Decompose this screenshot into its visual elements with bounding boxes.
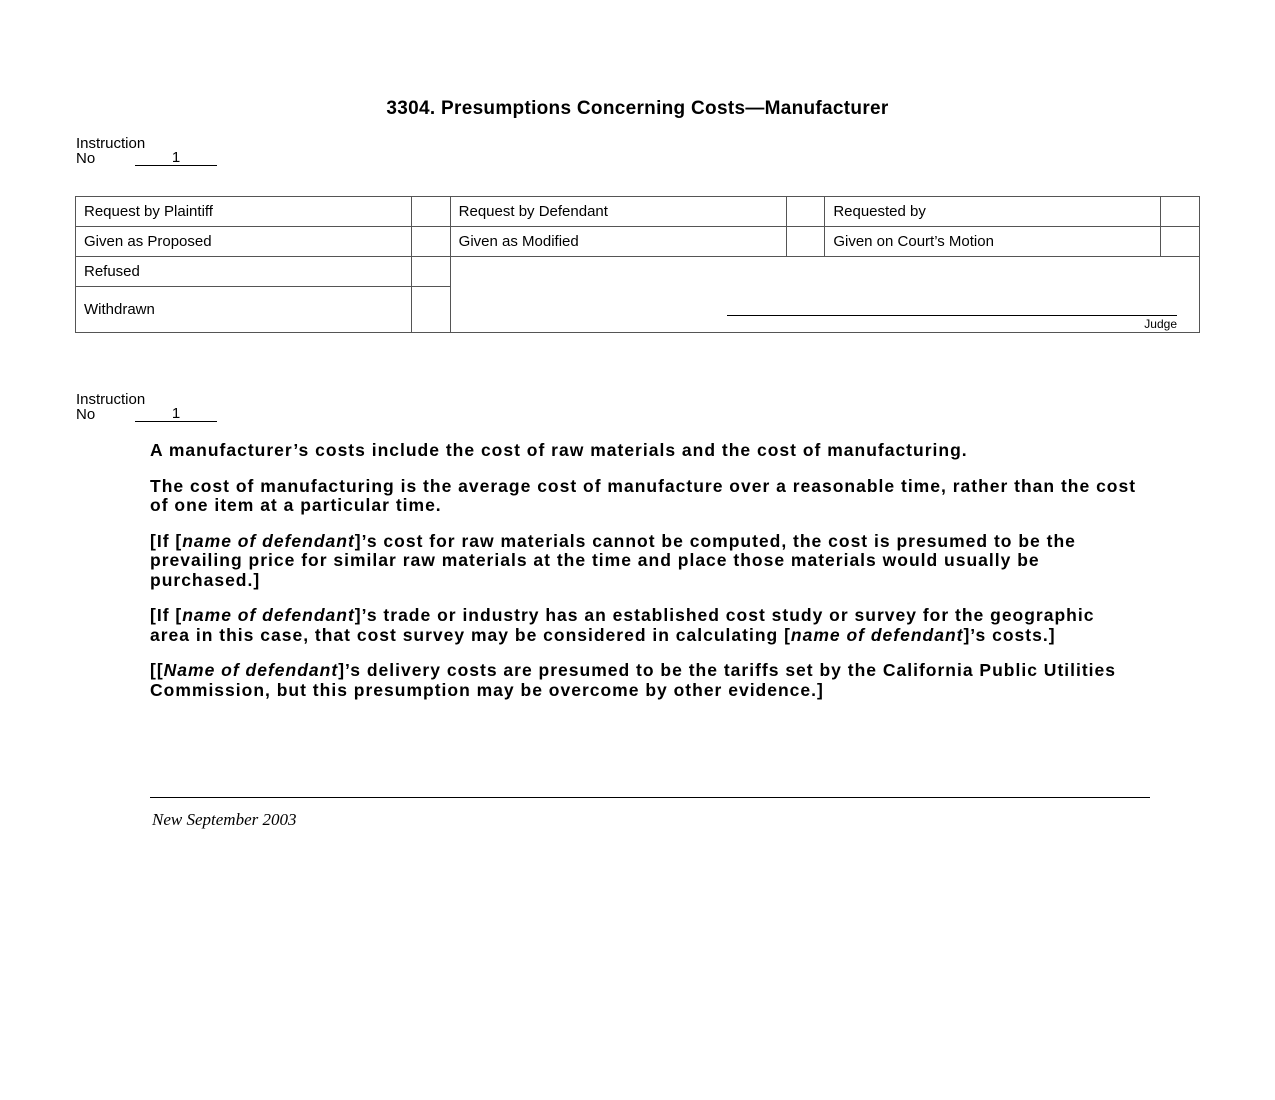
bracket-text: [If [ [150, 605, 183, 625]
page-title: 3304. Presumptions Concerning Costs—Manufacturer [386, 98, 889, 119]
request-by-defendant-label: Request by Defendant [450, 197, 786, 227]
instruction-label: Instruction [76, 135, 146, 152]
requested-by-checkbox[interactable] [1161, 197, 1200, 227]
requested-by-label: Requested by [825, 197, 1161, 227]
defendant-name-placeholder: Name of defendant [163, 660, 339, 680]
paragraph-raw-materials-presumption [150, 532, 1140, 591]
judge-signature-cell [450, 257, 1199, 333]
instruction-no-label: No [76, 150, 96, 167]
paragraph-cost-of-manufacturing: The cost of manufacturing is the average cost of manufacture over a reasonable time, rather than the cost of one item at a particular time. [150, 475, 1137, 515]
request-by-plaintiff-label: Request by Plaintiff [76, 197, 412, 227]
paragraph-text: ]’s cost for raw materials cannot be computed, the cost is presumed to be the prevailing price for similar raw materials at the time and place those materials would usually be purchased.] [150, 530, 1076, 590]
given-as-modified-label: Given as Modified [450, 227, 786, 257]
revision-note: New September 2003 [152, 810, 297, 829]
footer-divider [150, 797, 1150, 798]
instruction-number-block-top [76, 136, 217, 166]
instruction-number: 1 [135, 151, 217, 166]
instruction-label: Instruction [76, 391, 146, 408]
given-on-courts-motion-label: Given on Court’s Motion [825, 227, 1161, 257]
paragraph-costs-include: A manufacturer’s costs include the cost of raw materials and the cost of manufacturing. [150, 440, 968, 460]
instruction-body [150, 441, 1140, 716]
given-as-modified-checkbox[interactable] [786, 227, 825, 257]
paragraph-text: ]’s costs.] [963, 624, 1056, 645]
given-on-courts-motion-checkbox[interactable] [1161, 227, 1200, 257]
instruction-number-row [76, 151, 217, 166]
paragraph-text: ]’s trade or industry has an established cost study or survey for the geographic area in this case, that cost survey may be considered in calculating [ [150, 605, 1095, 645]
request-by-plaintiff-checkbox[interactable] [412, 197, 451, 227]
defendant-name-placeholder: name of defendant [182, 530, 355, 551]
paragraph-text: ]’s delivery costs are presumed to be the tariffs set by the California Public Utilities Commission, but this presumption may be overcome by other evidence.] [150, 660, 1117, 700]
withdrawn-label: Withdrawn [76, 287, 412, 333]
refused-label: Refused [76, 257, 412, 287]
given-as-proposed-label: Given as Proposed [76, 227, 412, 257]
instruction-number-row [76, 407, 217, 422]
instruction-number: 1 [135, 407, 217, 422]
request-by-defendant-checkbox[interactable] [786, 197, 825, 227]
paragraph-delivery-costs [150, 661, 1140, 700]
judge-signature-line[interactable] [727, 315, 1177, 316]
paragraph-cost-survey [150, 606, 1140, 645]
given-as-proposed-checkbox[interactable] [412, 227, 451, 257]
defendant-name-placeholder: name of defendant [182, 605, 355, 625]
judge-label: Judge [1144, 317, 1177, 331]
request-status-table [75, 196, 1200, 333]
bracket-text: [If [ [150, 530, 183, 551]
defendant-name-placeholder: name of defendant [790, 624, 964, 645]
withdrawn-checkbox[interactable] [412, 287, 451, 333]
bracket-text: [[ [150, 660, 164, 680]
instruction-number-block-bottom [76, 392, 217, 422]
refused-checkbox[interactable] [412, 257, 451, 287]
instruction-no-label: No [76, 406, 96, 423]
